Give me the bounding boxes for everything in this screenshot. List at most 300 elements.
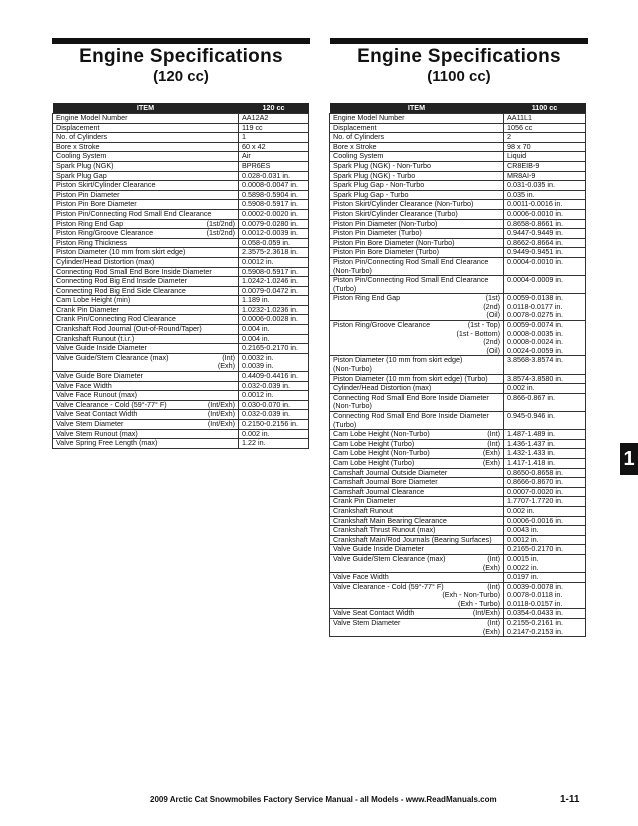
table-row	[330, 430, 586, 440]
spec-value-cell	[239, 315, 309, 325]
item-label: Valve Guide/Stem Clearance (max)	[56, 353, 169, 362]
item-label: Piston Pin/Connecting Rod Small End Clearance	[333, 257, 489, 266]
spec-item-cell	[330, 554, 504, 572]
spec-item-cell	[330, 506, 504, 516]
spec-item-cell	[330, 497, 504, 507]
value-text: 0.0002-0.0020 in.	[242, 209, 298, 218]
value-text: 0.9447-0.9449 in.	[507, 228, 563, 238]
item-label: Spark Plug (NGK)	[56, 161, 114, 170]
item-qualifier: (Exh)	[482, 448, 500, 458]
table-row	[53, 334, 309, 344]
value-text: 0.9449-0.9451 in.	[507, 247, 563, 257]
item-label: Cylinder/Head Distortion (max)	[56, 257, 155, 266]
spec-value-cell	[504, 152, 586, 162]
item-qualifier: (1st/2nd)	[206, 228, 235, 238]
spec-value-cell	[504, 123, 586, 133]
spec-value-cell	[239, 114, 309, 124]
spec-value-cell	[239, 420, 309, 430]
right-table-body	[330, 114, 586, 637]
item-qualifier: (1st - Top)	[467, 320, 500, 330]
spec-item-cell	[330, 152, 504, 162]
spec-value-cell	[504, 478, 586, 488]
spec-value-cell	[504, 238, 586, 248]
spec-value-cell	[504, 276, 586, 294]
item-line	[56, 401, 235, 410]
value-text: 0.028-0.031 in.	[242, 171, 290, 180]
value-text: 1	[242, 132, 246, 142]
item-line	[56, 229, 235, 238]
left-title: Engine Specifications	[79, 46, 283, 67]
item-qualifier: (1st - Bottom)	[456, 328, 500, 338]
spec-value-cell	[239, 353, 309, 371]
left-table-body	[53, 114, 309, 449]
spec-value-cell	[504, 458, 586, 468]
value-line: 0.0008-0.0024 in.	[507, 337, 563, 347]
spec-value-cell	[504, 439, 586, 449]
item-label: No. of Cylinders	[56, 132, 108, 142]
spec-value-cell	[239, 123, 309, 133]
value-text: 1.0242-1.0246 in.	[242, 276, 298, 286]
table-row	[53, 123, 309, 133]
item-label: Valve Guide Bore Diameter	[56, 371, 143, 381]
item-label: Engine Model Number	[56, 113, 128, 122]
spec-value-cell	[504, 190, 586, 200]
value-line: 0.0059-0.0138 in.	[507, 293, 563, 303]
spec-value-cell	[239, 152, 309, 162]
table-row	[330, 516, 586, 526]
spec-item-cell	[53, 400, 239, 410]
item-qualifier: (Int)	[487, 429, 500, 439]
table-row	[330, 478, 586, 488]
table-row	[53, 152, 309, 162]
spec-item-cell	[53, 123, 239, 133]
spec-value-cell	[504, 609, 586, 619]
item-label: Cooling System	[333, 151, 384, 161]
spec-value-cell	[239, 381, 309, 391]
table-row	[330, 384, 586, 394]
table-row	[53, 267, 309, 277]
spec-item-cell	[53, 190, 239, 200]
right-subtitle: (1100 cc)	[427, 68, 491, 85]
value-text: 3.8574-3.8580 in.	[507, 374, 563, 383]
item-label: Piston Pin Bore Diameter (Turbo)	[333, 247, 439, 257]
spec-value-cell	[504, 430, 586, 440]
spec-value-cell	[504, 516, 586, 526]
item-label: Crankshaft Thrust Runout (max)	[333, 525, 436, 535]
item-label: Valve Face Width	[333, 572, 389, 582]
table-row	[53, 200, 309, 210]
spec-item-cell	[53, 381, 239, 391]
spec-item-cell	[330, 200, 504, 210]
item-label: Piston Pin Diameter	[56, 190, 120, 199]
spec-item-cell	[330, 619, 504, 637]
item-label: Piston Pin Diameter (Non-Turbo)	[333, 219, 438, 228]
table-row	[53, 238, 309, 248]
item-label: Cam Lobe Height (Turbo)	[333, 458, 415, 467]
item-label-cont: (Non-Turbo)	[333, 401, 372, 411]
item-label: Piston Ring End Gap	[56, 219, 124, 228]
spec-value-cell	[239, 439, 309, 449]
item-label: Camshaft Journal Bore Diameter	[333, 477, 438, 487]
table-row	[330, 374, 586, 384]
value-text: 0.4409-0.4416 in.	[242, 371, 298, 381]
spec-item-cell	[330, 487, 504, 497]
spec-value-cell	[504, 497, 586, 507]
value-text: 0.0008-0.0047 in.	[242, 180, 298, 190]
item-label: Piston Pin Bore Diameter (Non-Turbo)	[333, 238, 455, 247]
value-text: 60 x 42	[242, 142, 266, 151]
value-text: AA12A2	[242, 113, 269, 122]
value-text: 0.030-0.070 in.	[242, 400, 290, 409]
table-row	[330, 497, 586, 507]
item-label: Valve Stem Runout (max)	[56, 429, 138, 438]
table-row	[53, 391, 309, 401]
table-row	[330, 356, 586, 374]
table-row	[330, 582, 586, 609]
spec-value-cell	[504, 487, 586, 497]
item-label: Displacement	[333, 123, 377, 132]
value-line: 0.0024-0.0059 in.	[507, 345, 563, 355]
item-qualifier: (Oil)	[486, 345, 500, 355]
item-qualifier: (Int/Exh)	[207, 419, 235, 428]
item-label: Engine Model Number	[333, 113, 405, 122]
item-label: Spark Plug Gap - Turbo	[333, 190, 409, 199]
table-row	[330, 609, 586, 619]
spec-value-cell	[239, 190, 309, 200]
spec-value-cell	[239, 219, 309, 229]
table-row	[53, 381, 309, 391]
spec-item-cell	[330, 219, 504, 229]
table-row	[53, 161, 309, 171]
item-label: Piston Pin/Connecting Rod Small End Clearance	[56, 209, 212, 218]
item-qualifier: (Int/Exh)	[207, 400, 235, 409]
value-line: 0.2147-0.2153 in.	[507, 626, 563, 636]
table-row	[53, 410, 309, 420]
table-row	[53, 305, 309, 315]
value-text: 0.0012 in.	[242, 390, 274, 400]
table-row	[330, 200, 586, 210]
value-text: 3.8568-3.8574 in.	[507, 355, 563, 365]
column-header-item: ITEM	[53, 103, 239, 114]
spec-value-cell	[504, 229, 586, 239]
table-row	[53, 190, 309, 200]
left-subtitle: (120 cc)	[153, 68, 209, 85]
value-text: BPR6ES	[242, 161, 271, 170]
spec-item-cell	[53, 439, 239, 449]
table-row	[330, 171, 586, 181]
spec-item-cell	[330, 412, 504, 430]
value-line: 0.0078-0.0118 in.	[507, 590, 563, 600]
value-text: 0.058-0.059 in.	[242, 238, 290, 247]
right-title: Engine Specifications	[357, 46, 561, 67]
spec-item-cell	[330, 535, 504, 545]
item-label: Connecting Rod Small End Bore Inside Diameter	[333, 393, 489, 402]
item-label: No. of Cylinders	[333, 132, 385, 142]
table-row	[330, 161, 586, 171]
spec-item-cell	[53, 267, 239, 277]
item-line	[333, 449, 500, 458]
spec-item-cell	[330, 526, 504, 536]
item-label-cont: (Non-Turbo)	[333, 265, 372, 275]
item-label: Camshaft Journal Outside Diameter	[333, 468, 448, 477]
table-row	[53, 277, 309, 287]
value-text: 1.22 in.	[242, 438, 266, 448]
spec-value-cell	[504, 374, 586, 384]
right-heading-rule	[330, 38, 588, 44]
item-label: Crankshaft Runout	[333, 506, 393, 515]
item-label: Connecting Rod Small End Bore Inside Diameter	[333, 411, 489, 420]
item-label: Piston Pin/Connecting Rod Small End Clearance	[333, 275, 489, 285]
table-row	[330, 535, 586, 545]
spec-item-cell	[330, 238, 504, 248]
value-text: 0.002 in.	[242, 429, 270, 438]
item-label: Piston Diameter (10 mm from skirt edge)	[56, 247, 186, 257]
item-qualifier: (Exh)	[482, 626, 500, 636]
spec-item-cell	[53, 305, 239, 315]
section-tab: 1	[620, 443, 638, 475]
value-text: 0.032-0.039 in.	[242, 381, 290, 390]
spec-value-cell	[239, 429, 309, 439]
table-row	[330, 123, 586, 133]
spec-item-cell	[330, 114, 504, 124]
table-row	[330, 468, 586, 478]
footer-text: 2009 Arctic Cat Snowmobiles Factory Service Manual - all Models - www.ReadManuals.com	[150, 795, 497, 804]
value-text: 1.487-1.489 in.	[507, 429, 555, 439]
spec-value-cell	[239, 161, 309, 171]
left-heading	[52, 46, 310, 85]
table-row	[53, 114, 309, 124]
spec-value-cell	[504, 449, 586, 459]
item-label: Crankshaft Rod Journal (Out-of-Round/Taper)	[56, 324, 202, 334]
value-line: 0.0118-0.0157 in.	[507, 598, 563, 608]
item-qualifier: (Exh - Turbo)	[458, 598, 500, 608]
value-text: 1.189 in.	[242, 295, 270, 305]
spec-item-cell	[330, 133, 504, 143]
table-row	[53, 353, 309, 371]
value-text: 0.031-0.035 in.	[507, 180, 555, 190]
table-row	[330, 152, 586, 162]
spec-item-cell	[330, 545, 504, 555]
item-label: Piston Ring/Groove Clearance	[333, 320, 431, 330]
spec-value-cell	[504, 526, 586, 536]
spec-value-cell	[504, 171, 586, 181]
spec-value-cell	[504, 294, 586, 321]
value-text: 0.0006-0.0028 in.	[242, 314, 298, 324]
spec-item-cell	[330, 276, 504, 294]
spec-item-cell	[330, 321, 504, 356]
value-text: 0.0004-0.0009 in.	[507, 275, 563, 285]
spec-item-cell	[53, 248, 239, 258]
spec-item-cell	[330, 393, 504, 411]
item-label: Camshaft Journal Clearance	[333, 487, 425, 496]
item-label: Cam Lobe Height (Turbo)	[333, 439, 415, 448]
table-row	[330, 248, 586, 258]
spec-item-cell	[53, 200, 239, 210]
spec-value-cell	[239, 142, 309, 152]
item-line	[56, 410, 235, 419]
value-text: 0.0011-0.0016 in.	[507, 199, 563, 209]
spec-value-cell	[239, 267, 309, 277]
spec-value-cell	[239, 248, 309, 258]
table-row	[330, 257, 586, 275]
spec-item-cell	[53, 142, 239, 152]
spec-item-cell	[53, 353, 239, 371]
table-row	[330, 133, 586, 143]
table-row	[330, 181, 586, 191]
table-row	[53, 429, 309, 439]
value-text: 0.945-0.946 in.	[507, 411, 555, 420]
item-label: Valve Clearance - Cold (59°-77° F)	[56, 400, 167, 409]
item-line	[333, 609, 500, 618]
spec-item-cell	[330, 449, 504, 459]
table-row	[330, 506, 586, 516]
value-text: 1.417-1.418 in.	[507, 458, 555, 467]
item-label: Bore x Stroke	[56, 142, 100, 151]
spec-value-cell	[239, 372, 309, 382]
item-label: Cooling System	[56, 151, 107, 161]
item-label: Valve Seat Contact Width	[333, 608, 415, 618]
item-label: Valve Guide Inside Diameter	[333, 544, 424, 554]
spec-value-cell	[504, 248, 586, 258]
spec-item-cell	[330, 248, 504, 258]
item-label: Piston Diameter (10 mm from skirt edge) (Turbo)	[333, 374, 488, 383]
value-text: 0.5898-0.5904 in.	[242, 190, 298, 199]
value-text: 119 cc	[242, 123, 263, 132]
item-line	[333, 619, 500, 628]
value-text: 0.0006-0.0010 in.	[507, 209, 563, 218]
spec-item-cell	[330, 573, 504, 583]
value-text: 0.004 in.	[242, 324, 270, 334]
spec-value-cell	[239, 334, 309, 344]
table-row	[53, 248, 309, 258]
spec-value-cell	[239, 171, 309, 181]
table-header-row	[53, 103, 309, 114]
spec-value-cell	[239, 277, 309, 287]
table-row	[53, 344, 309, 354]
left-spec-table	[52, 103, 309, 449]
spec-value-cell	[504, 468, 586, 478]
spec-item-cell	[330, 430, 504, 440]
item-label: Piston Pin Diameter (Turbo)	[333, 228, 422, 238]
spec-item-cell	[53, 219, 239, 229]
value-text: 1.0232-1.0236 in.	[242, 305, 298, 314]
item-label: Piston Skirt/Cylinder Clearance (Turbo)	[333, 209, 458, 218]
spec-value-cell	[504, 142, 586, 152]
spec-item-cell	[53, 238, 239, 248]
table-row	[53, 420, 309, 430]
table-row	[330, 458, 586, 468]
spec-value-cell	[504, 356, 586, 374]
column-header-value: 1100 cc	[504, 103, 586, 114]
value-text: 1.7707-1.7720 in.	[507, 496, 563, 506]
value-line: 0.0039-0.0078 in.	[507, 582, 563, 591]
spec-value-cell	[504, 582, 586, 609]
value-text: 0.866-0.867 in.	[507, 393, 555, 402]
column-header-value: 120 cc	[239, 103, 309, 114]
value-text: 1056 cc	[507, 123, 533, 132]
item-qualifier: (Exh)	[482, 562, 500, 572]
spec-item-cell	[53, 152, 239, 162]
item-line	[56, 420, 235, 429]
item-label: Cam Lobe Height (min)	[56, 295, 131, 305]
item-label: Valve Seat Contact Width	[56, 409, 138, 419]
value-text: Liquid	[507, 151, 527, 161]
table-row	[330, 190, 586, 200]
item-qualifier: (Int/Exh)	[472, 608, 500, 618]
spec-value-cell	[504, 535, 586, 545]
spec-value-cell	[504, 209, 586, 219]
spec-value-cell	[239, 209, 309, 219]
item-label: Valve Spring Free Length (max)	[56, 438, 158, 448]
table-row	[53, 296, 309, 306]
spec-value-cell	[504, 114, 586, 124]
value-text: 0.0079-0.0472 in.	[242, 286, 298, 295]
item-label: Crankshaft Runout (t.i.r.)	[56, 334, 135, 343]
spec-item-cell	[330, 209, 504, 219]
right-spec-table	[329, 103, 586, 637]
value-line: 0.0059-0.0074 in.	[507, 320, 563, 330]
item-label: Spark Plug (NGK) - Turbo	[333, 171, 416, 180]
spec-value-cell	[504, 506, 586, 516]
value-text: 0.0007-0.0020 in.	[507, 487, 563, 496]
item-qualifier: (2nd)	[483, 337, 500, 347]
spec-value-cell	[239, 286, 309, 296]
table-row	[53, 171, 309, 181]
value-text: 0.0197 in.	[507, 572, 539, 582]
item-label: Spark Plug (NGK) - Non-Turbo	[333, 161, 431, 170]
table-row	[330, 449, 586, 459]
value-text: 0.002 in.	[507, 506, 535, 515]
table-row	[53, 229, 309, 239]
item-qualifier: (Exh)	[482, 458, 500, 467]
spec-value-cell	[239, 410, 309, 420]
table-row	[53, 315, 309, 325]
value-text: 0.2165-0.2170 in.	[242, 343, 298, 353]
value-text: 0.2150-0.2156 in.	[242, 419, 298, 428]
value-text: 0.0004-0.0010 in.	[507, 257, 563, 266]
value-text: Air	[242, 151, 251, 161]
spec-value-cell	[239, 400, 309, 410]
spec-item-cell	[330, 582, 504, 609]
item-label: Valve Guide/Stem Clearance (max)	[333, 554, 446, 563]
table-row	[53, 372, 309, 382]
item-qualifier: (Oil)	[486, 310, 500, 320]
value-text: 0.0012-0.0039 in.	[242, 228, 298, 238]
item-label: Piston Skirt/Cylinder Clearance	[56, 180, 156, 190]
value-line: 0.0022 in.	[507, 562, 539, 572]
item-qualifier: (1st/2nd)	[206, 219, 235, 228]
item-label: Crankshaft Main/Rod Journals (Bearing Surfaces)	[333, 535, 492, 544]
item-line	[333, 430, 500, 439]
value-text: 0.8658-0.8661 in.	[507, 219, 563, 228]
spec-item-cell	[53, 420, 239, 430]
table-row	[53, 286, 309, 296]
table-row	[330, 554, 586, 572]
item-label: Piston Ring End Gap	[333, 293, 401, 303]
right-heading	[330, 46, 588, 85]
spec-item-cell	[53, 181, 239, 191]
item-label: Cam Lobe Height (Non-Turbo)	[333, 448, 430, 458]
value-text: 0.0354-0.0433 in.	[507, 608, 563, 618]
spec-item-cell	[330, 123, 504, 133]
item-qualifier: (Int)	[487, 554, 500, 563]
spec-value-cell	[504, 573, 586, 583]
item-line	[333, 440, 500, 449]
value-text: 0.032-0.039 in.	[242, 409, 290, 419]
spec-item-cell	[53, 161, 239, 171]
item-label: Piston Ring Thickness	[56, 238, 127, 247]
spec-item-cell	[53, 344, 239, 354]
